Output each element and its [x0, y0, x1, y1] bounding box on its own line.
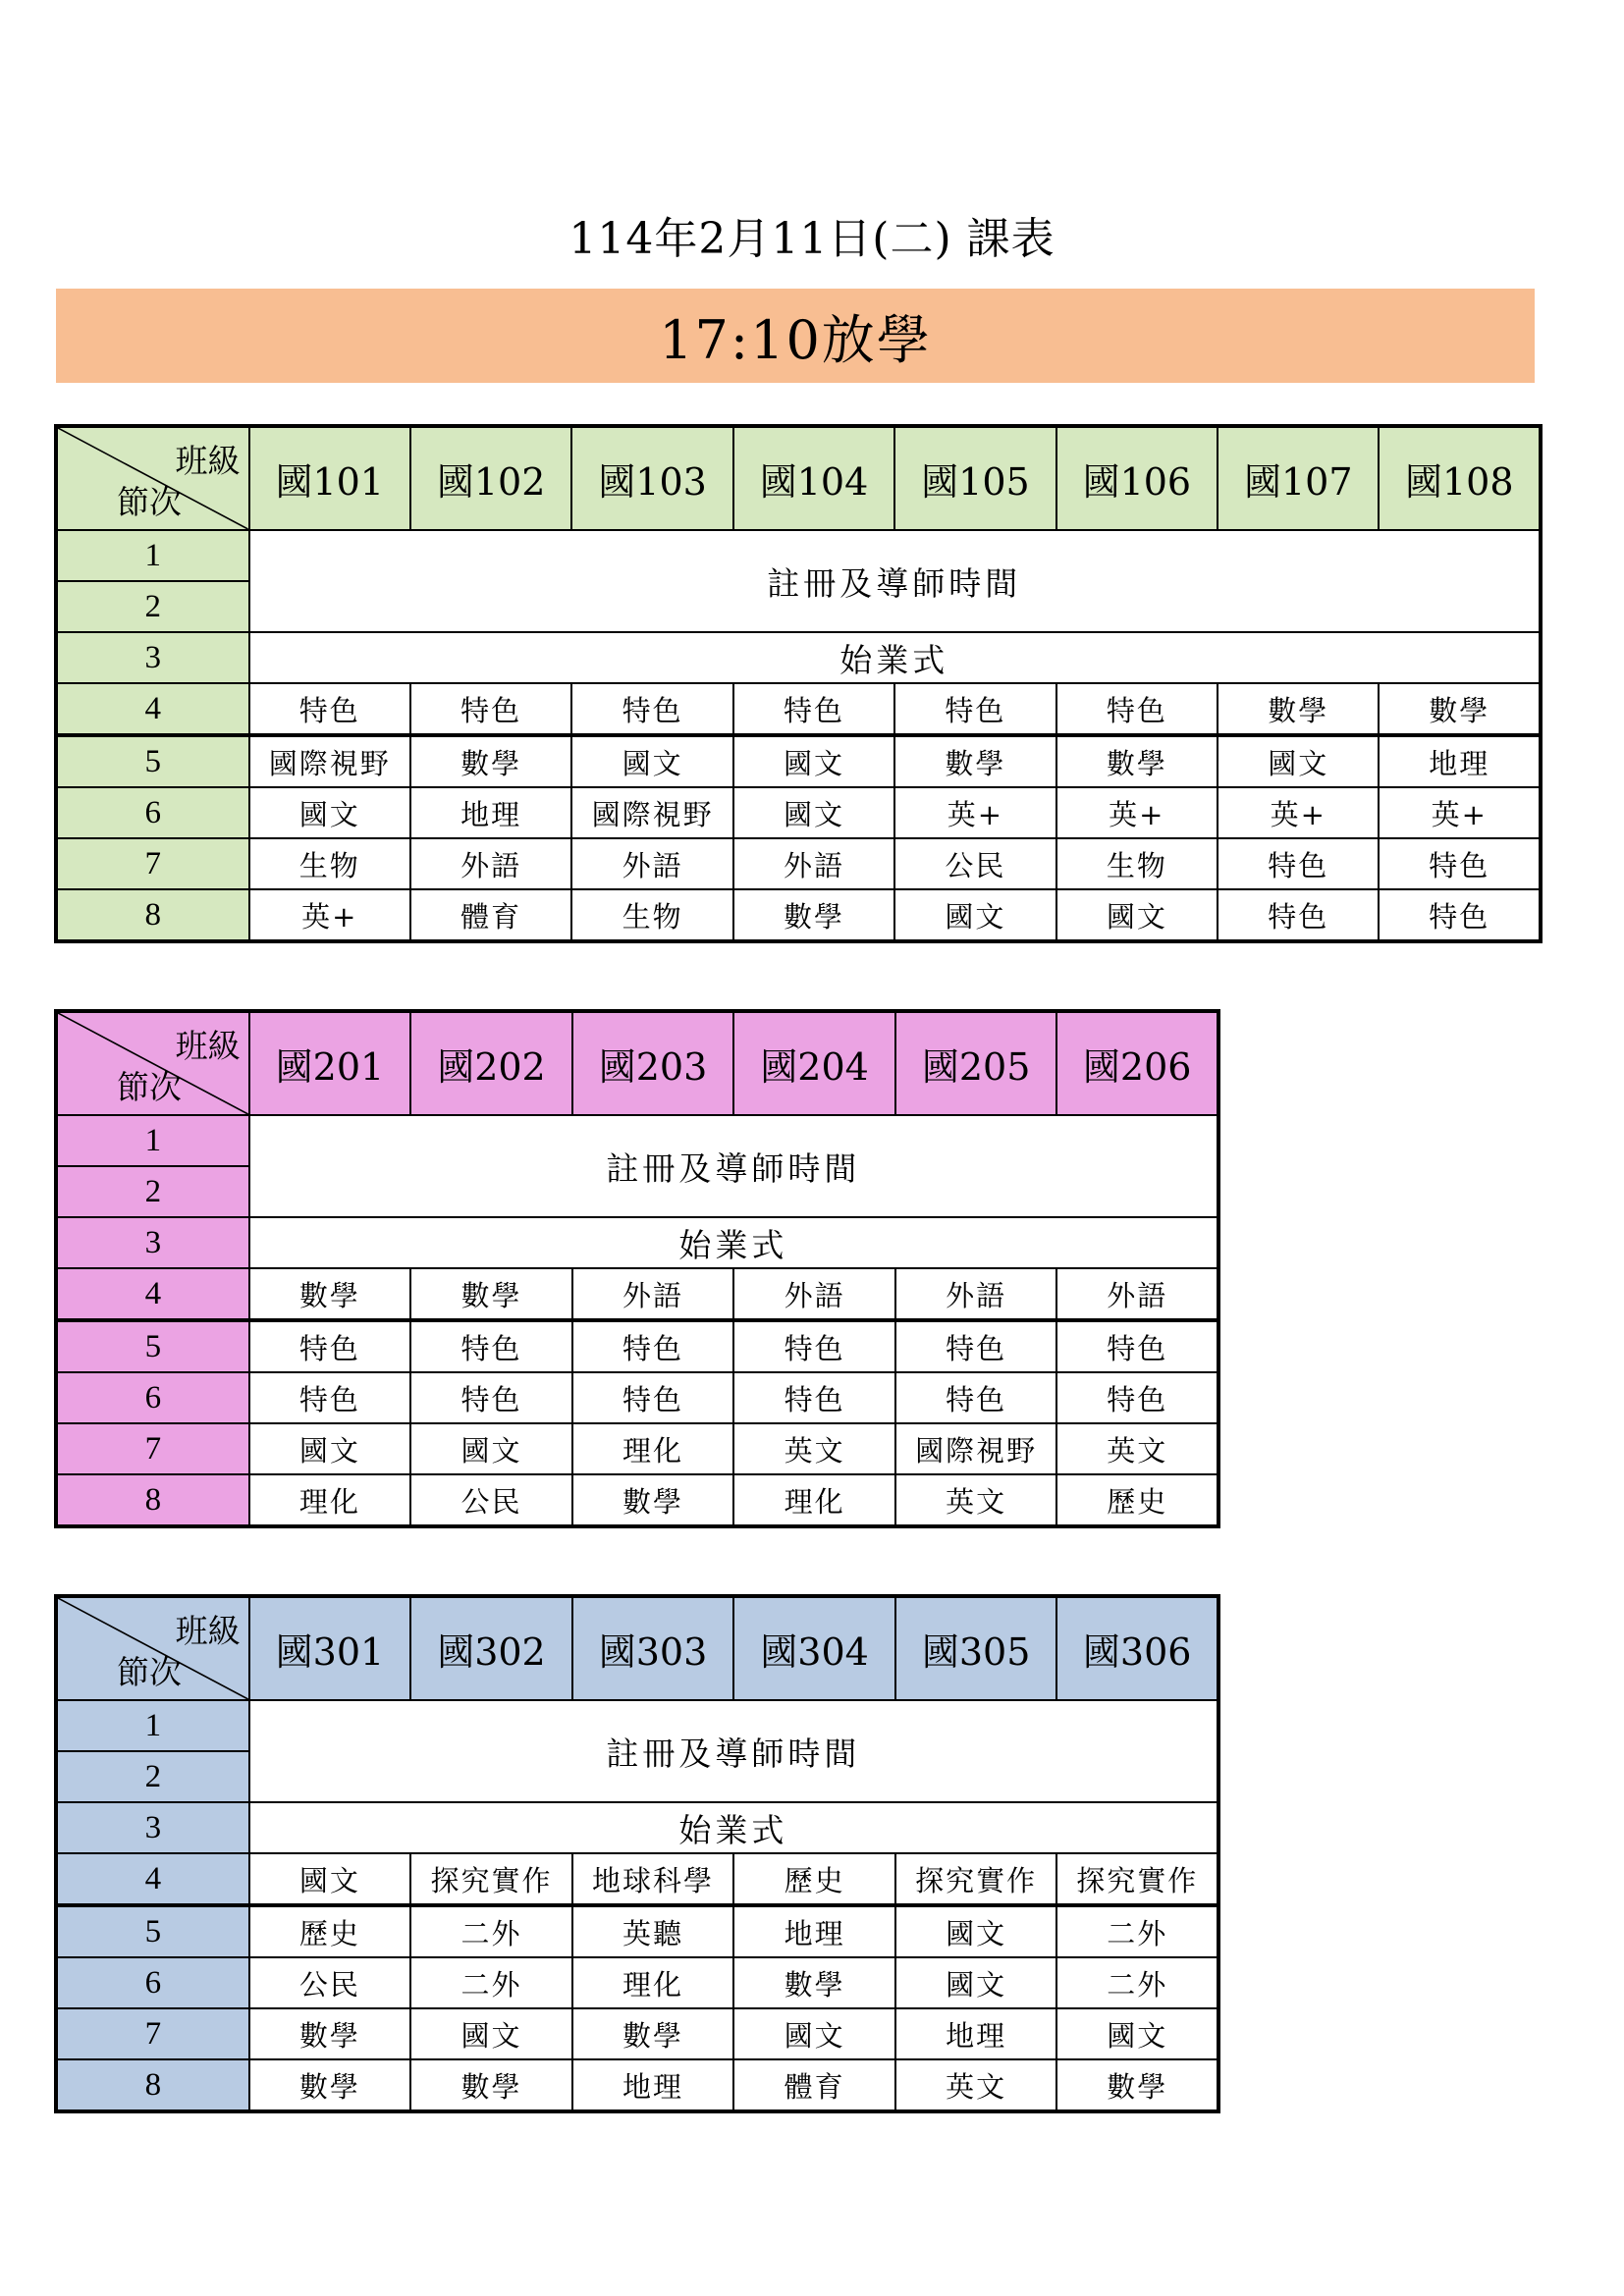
subject-cell: 公民: [410, 1474, 572, 1526]
subject-cell: 體育: [733, 2059, 895, 2111]
subject-cell: 英+: [1218, 787, 1379, 838]
corner-class-label: 班級: [175, 1612, 241, 1650]
period-row: [56, 787, 1541, 838]
subject-cell: 探究實作: [410, 1853, 572, 1905]
subject-cell: 理化: [733, 1474, 895, 1526]
subject-cell: 數學: [1379, 683, 1541, 735]
subject-cell: 國文: [894, 889, 1056, 941]
class-header: 國201: [249, 1011, 411, 1115]
page-title: 114年2月11日(二) 課表: [568, 214, 1056, 264]
corner-period-label: 節次: [117, 1653, 182, 1691]
class-header: 國107: [1218, 426, 1379, 530]
subject-cell: 二外: [1056, 1905, 1218, 1957]
period-number: 4: [56, 1853, 249, 1905]
subject-cell: 數學: [1056, 2059, 1218, 2111]
subject-cell: 地理: [410, 787, 571, 838]
grade-3-schedule-table: [54, 1594, 1220, 2113]
subject-cell: 二外: [1056, 1957, 1218, 2008]
subject-cell: 數學: [733, 889, 894, 941]
period-row: [56, 1957, 1218, 2008]
class-header: 國301: [249, 1596, 411, 1700]
ceremony-cell: 始業式: [249, 632, 1541, 683]
period-number: 8: [56, 889, 249, 941]
subject-cell: 歷史: [1056, 1474, 1218, 1526]
subject-cell: 理化: [572, 1957, 734, 2008]
subject-cell: 特色: [410, 1372, 572, 1423]
class-header: 國102: [410, 426, 571, 530]
subject-cell: 數學: [249, 2059, 411, 2111]
subject-cell: 探究實作: [895, 1853, 1057, 1905]
corner-period-label: 節次: [117, 483, 182, 521]
subject-cell: 特色: [410, 683, 571, 735]
subject-cell: 外語: [572, 1268, 734, 1320]
subject-cell: 數學: [1056, 735, 1218, 787]
class-header: 國101: [249, 426, 410, 530]
subject-cell: 地球科學: [572, 1853, 734, 1905]
subject-cell: 數學: [410, 735, 571, 787]
subject-cell: 數學: [733, 1957, 895, 2008]
subject-cell: 特色: [895, 1320, 1057, 1372]
subject-cell: 外語: [410, 838, 571, 889]
period-row: [56, 632, 1541, 683]
period-row: [56, 1372, 1218, 1423]
corner-period-label: 節次: [117, 1068, 182, 1106]
period-row: [56, 2008, 1218, 2059]
subject-cell: 國文: [733, 735, 894, 787]
period-number: 2: [56, 581, 249, 632]
subject-cell: 國際視野: [895, 1423, 1057, 1474]
subject-cell: 特色: [1218, 889, 1379, 941]
period-row: [56, 1320, 1218, 1372]
subject-cell: 生物: [571, 889, 732, 941]
period-row: [56, 1474, 1218, 1526]
period-row: [56, 838, 1541, 889]
subject-cell: 特色: [249, 1372, 411, 1423]
subject-cell: 生物: [1056, 838, 1218, 889]
subject-cell: 特色: [1379, 838, 1541, 889]
subject-cell: 外語: [1056, 1268, 1218, 1320]
subject-cell: 探究實作: [1056, 1853, 1218, 1905]
subject-cell: 外語: [733, 1268, 895, 1320]
subject-cell: 國文: [249, 1423, 411, 1474]
subject-cell: 英文: [1056, 1423, 1218, 1474]
header-row: [56, 1596, 1218, 1700]
corner-class-label: 班級: [175, 442, 241, 480]
homeroom-cell: 註冊及導師時間: [249, 1115, 1218, 1217]
period-row: [56, 1268, 1218, 1320]
period-row: [56, 1423, 1218, 1474]
period-number: 3: [56, 632, 249, 683]
period-row: [56, 1217, 1218, 1268]
subject-cell: 特色: [1056, 1372, 1218, 1423]
subject-cell: 外語: [571, 838, 732, 889]
class-header: 國103: [571, 426, 732, 530]
period-row: [56, 735, 1541, 787]
period-row: [56, 1905, 1218, 1957]
subject-cell: 體育: [410, 889, 571, 941]
subject-cell: 國際視野: [249, 735, 410, 787]
period-number: 5: [56, 735, 249, 787]
subject-cell: 歷史: [249, 1905, 411, 1957]
period-number: 1: [56, 1700, 249, 1751]
class-header: 國105: [894, 426, 1056, 530]
subject-cell: 特色: [571, 683, 732, 735]
period-row: [56, 1853, 1218, 1905]
subject-cell: 國文: [733, 787, 894, 838]
subject-cell: 國文: [1056, 889, 1218, 941]
corner-cell: [56, 1596, 249, 1700]
period-number: 6: [56, 787, 249, 838]
subject-cell: 國文: [249, 1853, 411, 1905]
period-row: [56, 1115, 1218, 1166]
period-number: 3: [56, 1217, 249, 1268]
class-header: 國206: [1056, 1011, 1218, 1115]
subject-cell: 英文: [733, 1423, 895, 1474]
period-row: [56, 683, 1541, 735]
subject-cell: 歷史: [733, 1853, 895, 1905]
subject-cell: 國際視野: [571, 787, 732, 838]
subject-cell: 數學: [410, 2059, 572, 2111]
subject-cell: 二外: [410, 1905, 572, 1957]
subject-cell: 特色: [895, 1372, 1057, 1423]
period-row: [56, 1802, 1218, 1853]
ceremony-cell: 始業式: [249, 1217, 1218, 1268]
header-row: [56, 426, 1541, 530]
subject-cell: 國文: [410, 2008, 572, 2059]
class-header: 國205: [895, 1011, 1057, 1115]
subject-cell: 英+: [894, 787, 1056, 838]
period-number: 6: [56, 1372, 249, 1423]
subject-cell: 理化: [572, 1423, 734, 1474]
corner-cell: [56, 1011, 249, 1115]
class-header: 國106: [1056, 426, 1218, 530]
subject-cell: 數學: [1218, 683, 1379, 735]
period-number: 7: [56, 1423, 249, 1474]
ceremony-cell: 始業式: [249, 1802, 1218, 1853]
subject-cell: 特色: [733, 1320, 895, 1372]
period-row: [56, 889, 1541, 941]
subject-cell: 地理: [895, 2008, 1057, 2059]
class-header: 國306: [1056, 1596, 1218, 1700]
subject-cell: 數學: [410, 1268, 572, 1320]
grade-1-schedule-table: [54, 424, 1543, 943]
subject-cell: 特色: [249, 683, 410, 735]
period-number: 4: [56, 1268, 249, 1320]
subject-cell: 特色: [1218, 838, 1379, 889]
subject-cell: 國文: [410, 1423, 572, 1474]
grade-2-schedule-table: [54, 1009, 1220, 1528]
subject-cell: 特色: [733, 683, 894, 735]
subject-cell: 特色: [894, 683, 1056, 735]
subject-cell: 理化: [249, 1474, 411, 1526]
subject-cell: 國文: [1218, 735, 1379, 787]
subject-cell: 數學: [249, 2008, 411, 2059]
class-header: 國303: [572, 1596, 734, 1700]
class-header: 國202: [410, 1011, 572, 1115]
subject-cell: 國文: [571, 735, 732, 787]
subject-cell: 公民: [894, 838, 1056, 889]
class-header: 國304: [733, 1596, 895, 1700]
subject-cell: 國文: [733, 2008, 895, 2059]
subject-cell: 英聽: [572, 1905, 734, 1957]
subject-cell: 英文: [895, 1474, 1057, 1526]
homeroom-cell: 註冊及導師時間: [249, 1700, 1218, 1802]
subject-cell: 特色: [1056, 683, 1218, 735]
period-number: 5: [56, 1905, 249, 1957]
subject-cell: 生物: [249, 838, 410, 889]
period-number: 8: [56, 1474, 249, 1526]
header-row: [56, 1011, 1218, 1115]
period-number: 2: [56, 1166, 249, 1217]
subject-cell: 特色: [410, 1320, 572, 1372]
subject-cell: 特色: [249, 1320, 411, 1372]
corner-cell: [56, 426, 249, 530]
period-number: 7: [56, 838, 249, 889]
subject-cell: 特色: [572, 1372, 734, 1423]
subject-cell: 國文: [895, 1957, 1057, 2008]
corner-class-label: 班級: [175, 1027, 241, 1065]
homeroom-cell: 註冊及導師時間: [249, 530, 1541, 632]
subject-cell: 數學: [249, 1268, 411, 1320]
period-number: 1: [56, 1115, 249, 1166]
period-number: 6: [56, 1957, 249, 2008]
period-number: 3: [56, 1802, 249, 1853]
subject-cell: 國文: [249, 787, 410, 838]
class-header: 國204: [733, 1011, 895, 1115]
class-header: 國203: [572, 1011, 734, 1115]
dismissal-banner: 17:10放學: [56, 289, 1535, 383]
subject-cell: 數學: [572, 1474, 734, 1526]
subject-cell: 數學: [572, 2008, 734, 2059]
period-row: [56, 2059, 1218, 2111]
subject-cell: 國文: [1056, 2008, 1218, 2059]
subject-cell: 特色: [733, 1372, 895, 1423]
period-row: [56, 1700, 1218, 1751]
subject-cell: 特色: [1056, 1320, 1218, 1372]
period-number: 7: [56, 2008, 249, 2059]
subject-cell: 數學: [894, 735, 1056, 787]
period-number: 8: [56, 2059, 249, 2111]
class-header: 國108: [1379, 426, 1541, 530]
subject-cell: 國文: [895, 1905, 1057, 1957]
subject-cell: 地理: [1379, 735, 1541, 787]
class-header: 國104: [733, 426, 894, 530]
subject-cell: 特色: [1379, 889, 1541, 941]
subject-cell: 英文: [895, 2059, 1057, 2111]
subject-cell: 地理: [572, 2059, 734, 2111]
period-number: 1: [56, 530, 249, 581]
class-header: 國305: [895, 1596, 1057, 1700]
subject-cell: 特色: [572, 1320, 734, 1372]
subject-cell: 公民: [249, 1957, 411, 2008]
period-number: 2: [56, 1751, 249, 1802]
subject-cell: 外語: [895, 1268, 1057, 1320]
subject-cell: 英+: [1379, 787, 1541, 838]
subject-cell: 地理: [733, 1905, 895, 1957]
subject-cell: 英+: [249, 889, 410, 941]
period-number: 5: [56, 1320, 249, 1372]
class-header: 國302: [410, 1596, 572, 1700]
subject-cell: 外語: [733, 838, 894, 889]
period-number: 4: [56, 683, 249, 735]
subject-cell: 英+: [1056, 787, 1218, 838]
period-row: [56, 530, 1541, 581]
subject-cell: 二外: [410, 1957, 572, 2008]
